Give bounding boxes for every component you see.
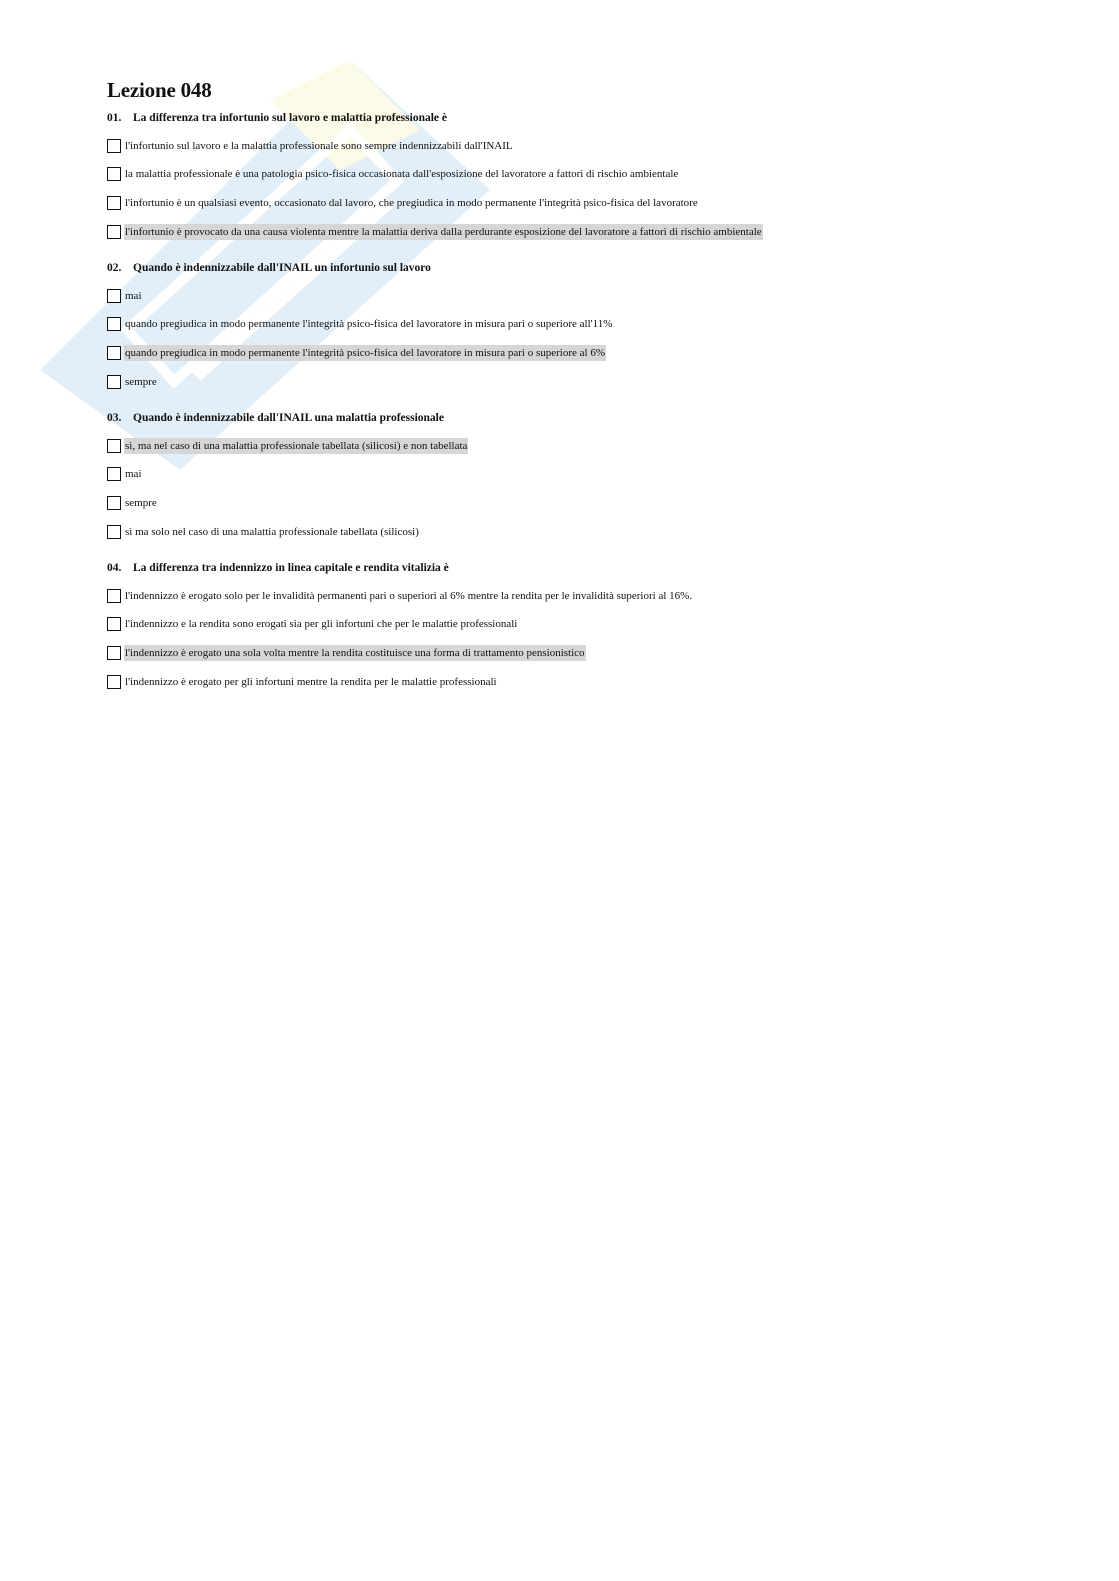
- answer-option[interactable]: [107, 495, 1007, 512]
- question-block: [107, 562, 1007, 690]
- answer-option[interactable]: [107, 344, 1007, 361]
- question-text: La differenza tra infortunio sul lavoro e malattia professionale è: [133, 112, 447, 124]
- answer-checkbox[interactable]: [107, 439, 121, 453]
- question-number: 03.: [107, 412, 122, 425]
- answer-option[interactable]: [107, 137, 1007, 154]
- answer-text: la malattia professionale è una patologia psico-fisica occasionata dall'esposizione del lavoratore a fattori di rischio ambientale: [125, 168, 679, 181]
- question-text: La differenza tra indennizzo in linea capitale e rendita vitalizia è: [133, 562, 449, 575]
- answer-text-highlighted: l'indennizzo è erogato una sola volta mentre la rendita costituisce una forma di trattamento pensionistico: [125, 647, 585, 660]
- answer-text: mai: [125, 468, 142, 481]
- question-number: 04.: [107, 562, 122, 575]
- question-text: Quando è indennizzabile dall'INAIL una malattia professionale: [133, 412, 444, 425]
- answer-checkbox[interactable]: [107, 525, 121, 539]
- answer-text: sempre: [125, 497, 157, 509]
- document-body: [107, 78, 1007, 712]
- question-heading: [107, 412, 1007, 424]
- answer-option[interactable]: [107, 673, 1007, 690]
- answer-option[interactable]: [107, 616, 1007, 633]
- question-block: [107, 262, 1007, 390]
- answer-option[interactable]: [107, 287, 1007, 304]
- answer-checkbox[interactable]: [107, 589, 121, 603]
- answer-checkbox[interactable]: [107, 196, 121, 210]
- answer-checkbox[interactable]: [107, 225, 121, 239]
- answer-option[interactable]: [107, 523, 1007, 540]
- answer-option[interactable]: [107, 587, 1007, 604]
- answer-text-highlighted: l'infortunio è provocato da una causa violenta mentre la malattia deriva dalla perdurante esposizione del lavoratore a fattori di rischio ambientale: [125, 225, 762, 238]
- answer-text: sì ma solo nel caso di una malattia professionale tabellata (silicosi): [125, 525, 419, 538]
- answer-option[interactable]: [107, 437, 1007, 454]
- answer-checkbox[interactable]: [107, 317, 121, 331]
- answer-checkbox[interactable]: [107, 289, 121, 303]
- answer-checkbox[interactable]: [107, 375, 121, 389]
- answer-text: l'indennizzo è erogato solo per le invalidità permanenti pari o superiori al 6% mentre la rendita per le invalidità superiori al 16%.: [125, 589, 693, 602]
- answer-text: l'indennizzo e la rendita sono erogati sia per gli infortuni che per le malattie professionali: [125, 618, 518, 631]
- answer-option[interactable]: [107, 223, 1007, 240]
- question-list: [107, 112, 1007, 690]
- answer-option[interactable]: [107, 166, 1007, 183]
- answer-option[interactable]: [107, 373, 1007, 390]
- question-text: Quando è indennizzabile dall'INAIL un infortunio sul lavoro: [133, 262, 431, 275]
- answer-text: sempre: [125, 375, 157, 388]
- answer-option[interactable]: [107, 194, 1007, 211]
- lesson-title: Lezione 048: [107, 78, 212, 102]
- answer-text: mai: [125, 289, 142, 302]
- answer-checkbox[interactable]: [107, 617, 121, 631]
- answer-checkbox[interactable]: [107, 675, 121, 689]
- question-block: [107, 412, 1007, 540]
- question-heading: [107, 112, 1007, 124]
- question-block: [107, 112, 1007, 240]
- answer-text-highlighted: sì, ma nel caso di una malattia professionale tabellata (silicosi) e non tabellata: [125, 439, 468, 452]
- question-number: 02.: [107, 262, 122, 275]
- answer-text: quando pregiudica in modo permanente l'integrità psico-fisica del lavoratore in misura pari o superiore all'11%: [125, 318, 613, 331]
- answer-text: l'infortunio è un qualsiasi evento, occasionato dal lavoro, che pregiudica in modo permanente l'integrità psico-fisica del lavoratore: [125, 196, 698, 209]
- answer-option[interactable]: [107, 316, 1007, 333]
- question-heading: [107, 562, 1007, 574]
- answer-checkbox[interactable]: [107, 467, 121, 481]
- answer-option[interactable]: [107, 466, 1007, 483]
- answer-text-highlighted: quando pregiudica in modo permanente l'integrità psico-fisica del lavoratore in misura pari o superiore al 6%: [125, 346, 606, 359]
- question-heading: [107, 262, 1007, 274]
- answer-text: l'infortunio sul lavoro e la malattia professionale sono sempre indennizzabili dall'INAIL: [125, 139, 513, 152]
- answer-checkbox[interactable]: [107, 646, 121, 660]
- answer-text: l'indennizzo è erogato per gli infortuni mentre la rendita per le malattie professionali: [125, 675, 497, 688]
- answer-checkbox[interactable]: [107, 496, 121, 510]
- answer-checkbox[interactable]: [107, 167, 121, 181]
- question-number: 01.: [107, 112, 122, 124]
- answer-checkbox[interactable]: [107, 346, 121, 360]
- answer-checkbox[interactable]: [107, 139, 121, 153]
- answer-option[interactable]: [107, 645, 1007, 662]
